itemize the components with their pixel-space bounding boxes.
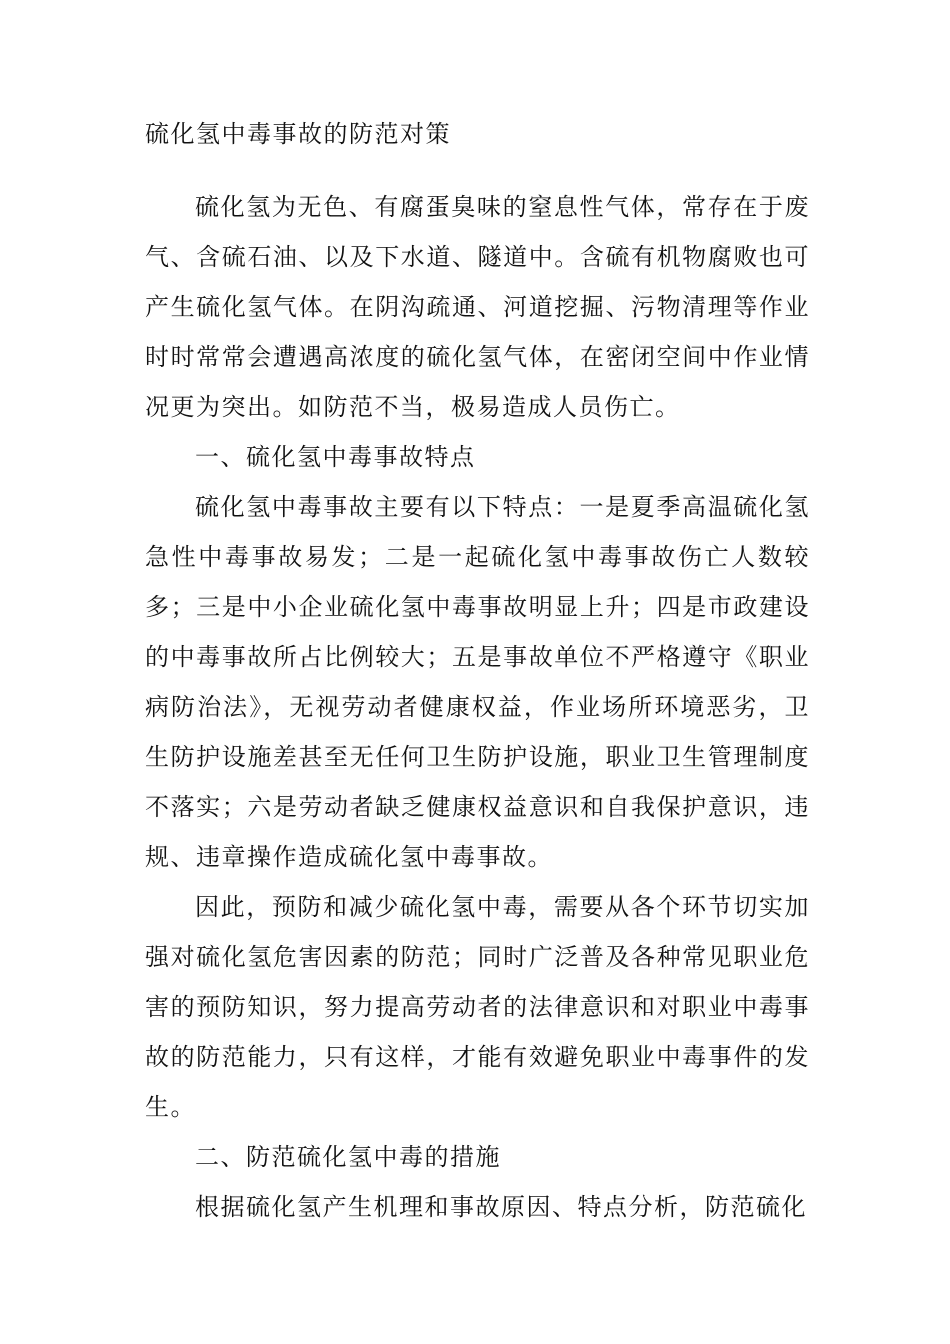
- document-title: 硫化氢中毒事故的防范对策: [145, 120, 451, 148]
- section2-paragraph: 根据硫化氢产生机理和事故原因、特点分析，防范硫化: [195, 1193, 807, 1221]
- section2-heading: 二、防范硫化氢中毒的措施: [195, 1143, 501, 1171]
- intro-paragraph: 硫化氢为无色、有腐蛋臭味的窒息性气体，常存在于废气、含硫石油、以及下水道、隧道中。含硫有机物腐败也可产生硫化氢气体。在阴沟疏通、河道挖掘、污物清理等作业时时常常会遭遇高浓度的硫化氢气体，在密闭空间中作业情况更为突出。如防范不当，极易造成人员伤亡。: [145, 193, 810, 421]
- document-body: [145, 112, 810, 1232]
- section1-conclusion-paragraph: 因此，预防和减少硫化氢中毒，需要从各个环节切实加强对硫化氢危害因素的防范；同时广泛普及各种常见职业危害的预防知识，努力提高劳动者的法律意识和对职业中毒事故的防范能力，只有这样，才能有效避免职业中毒事件的发生。: [145, 893, 810, 1121]
- section1-heading: 一、硫化氢中毒事故特点: [195, 443, 476, 471]
- section1-paragraph: 硫化氢中毒事故主要有以下特点：一是夏季高温硫化氢急性中毒事故易发；二是一起硫化氢中毒事故伤亡人数较多；三是中小企业硫化氢中毒事故明显上升；四是市政建设的中毒事故所占比例较大；五是事故单位不严格遵守《职业病防治法》，无视劳动者健康权益，作业场所环境恶劣，卫生防护设施差甚至无任何卫生防护设施，职业卫生管理制度不落实；六是劳动者缺乏健康权益意识和自我保护意识，违规、违章操作造成硫化氢中毒事故。: [145, 493, 810, 871]
